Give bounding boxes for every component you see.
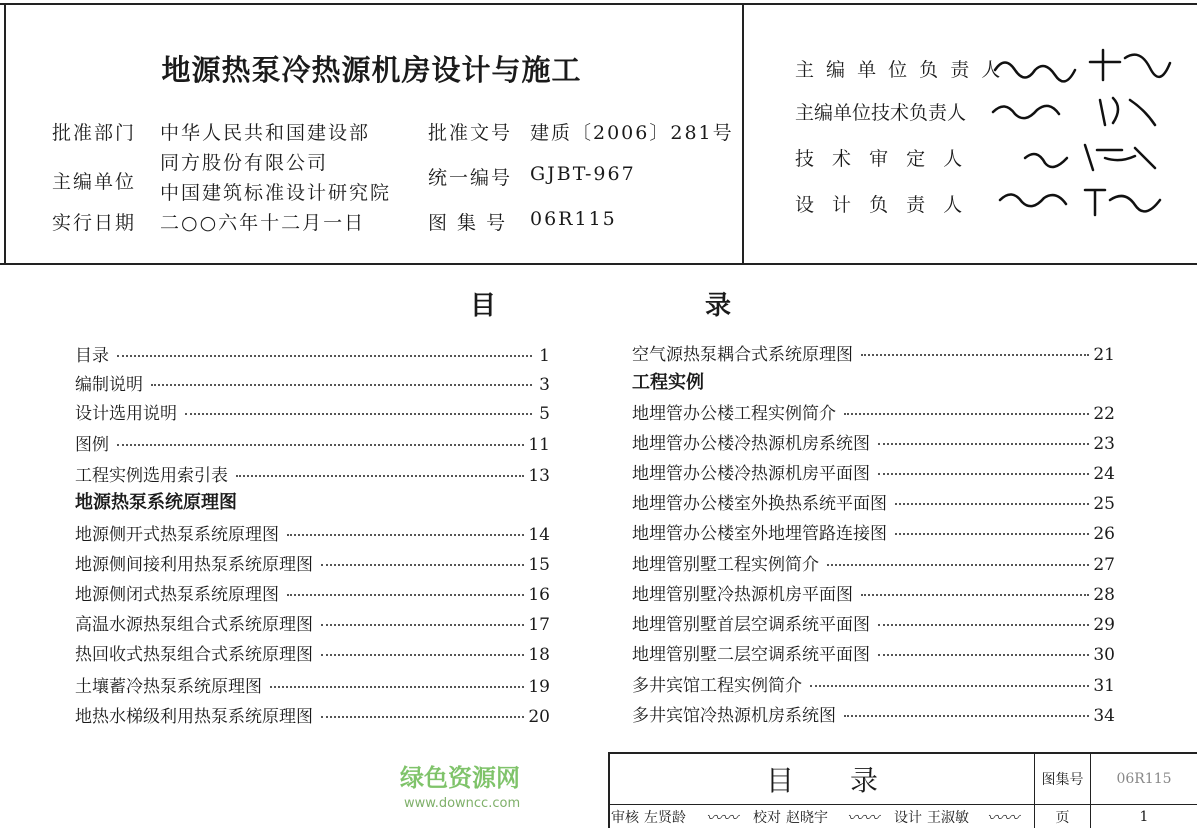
tb-designer: 王淑敏	[927, 809, 969, 826]
toc-entry[interactable]	[632, 429, 1115, 454]
watermark-url: www.downcc.com	[404, 796, 521, 811]
toc-leader-dots	[861, 594, 1089, 596]
toc-entry-title: 空气源热泵耦合式系统原理图	[632, 345, 853, 365]
header-divider	[742, 3, 744, 265]
toc-entry-page: 11	[528, 435, 550, 455]
toc-heading-1: 目	[470, 291, 497, 321]
toc-entry-title: 多井宾馆工程实例简介	[632, 676, 802, 696]
toc-entry-page: 19	[528, 677, 550, 697]
tb-page: 1	[1139, 808, 1149, 825]
approval-no-label: 批准文号	[428, 122, 513, 144]
toc-entry-page: 17	[528, 615, 550, 635]
toc-entry-page: 25	[1093, 494, 1115, 514]
toc-entry-title: 地埋管办公楼室外换热系统平面图	[632, 494, 887, 514]
editor-1: 同方股份有限公司	[160, 152, 329, 174]
left-border	[4, 3, 6, 265]
toc-entry[interactable]	[75, 672, 550, 697]
toc-entry-page: 26	[1093, 524, 1115, 544]
toc-entry-page: 15	[528, 555, 550, 575]
toc-entry[interactable]	[632, 489, 1115, 514]
signature-role: 主 编 单 位 负 责 人	[795, 59, 1004, 81]
toc-entry-page: 22	[1093, 404, 1115, 424]
toc-entry[interactable]	[632, 610, 1115, 635]
toc-leader-dots	[236, 475, 524, 477]
toc-entry[interactable]	[75, 461, 550, 486]
toc-entry-title: 地埋管别墅工程实例简介	[632, 555, 819, 575]
toc-entry[interactable]	[632, 340, 1115, 365]
toc-entry[interactable]	[75, 702, 550, 727]
tb-checker-signature: 〰〰	[846, 808, 879, 827]
toc-entry-title: 地埋管办公楼室外地埋管路连接图	[632, 524, 887, 544]
toc-entry-page: 16	[528, 585, 550, 605]
toc-leader-dots	[270, 686, 524, 688]
toc-leader-dots	[287, 594, 524, 596]
toc-entry-title: 多井宾馆冷热源机房系统图	[632, 706, 836, 726]
toc-entry-page: 3	[539, 375, 550, 395]
toc-entry[interactable]	[75, 520, 550, 545]
toc-entry[interactable]	[75, 399, 550, 424]
toc-entry-page: 30	[1093, 645, 1115, 665]
toc-entry-title: 地埋管办公楼冷热源机房系统图	[632, 434, 870, 454]
tb-atlas-label: 图集号	[1041, 772, 1084, 788]
toc-entry-title: 地埋管办公楼冷热源机房平面图	[632, 464, 870, 484]
unified-no: GJBT-967	[530, 163, 636, 185]
toc-entry-page: 24	[1093, 464, 1115, 484]
document-title: 地源热泵冷热源机房设计与施工	[161, 53, 582, 87]
toc-section-heading: 地源热泵系统原理图	[75, 492, 237, 513]
toc-entry-page: 18	[528, 645, 550, 665]
toc-entry[interactable]	[632, 671, 1115, 696]
toc-entry-title: 高温水源热泵组合式系统原理图	[75, 615, 313, 635]
toc-entry-title: 工程实例选用索引表	[75, 466, 228, 486]
watermark-text: 绿色资源网	[400, 764, 520, 792]
tb-review-label: 审核	[611, 809, 639, 826]
toc-entry[interactable]	[75, 341, 550, 366]
handwritten-signatures	[985, 40, 1185, 225]
toc-entry-page: 5	[539, 404, 550, 424]
toc-leader-dots	[810, 685, 1089, 687]
toc-leader-dots	[844, 413, 1089, 415]
toc-entry[interactable]	[632, 640, 1115, 665]
tb-page-label: 页	[1055, 809, 1070, 826]
toc-leader-dots	[878, 654, 1089, 656]
toc-entry-page: 14	[528, 525, 550, 545]
header-bottom	[0, 263, 1197, 265]
tb-check-label: 校对	[753, 809, 781, 826]
toc-entry-page: 1	[539, 346, 550, 366]
toc-entry-title: 土壤蓄冷热泵系统原理图	[75, 677, 262, 697]
toc-leader-dots	[321, 624, 524, 626]
atlas-no-label: 图 集 号	[428, 212, 508, 234]
signature-role: 技 术 审 定 人	[795, 148, 969, 170]
signature-role: 设 计 负 责 人	[795, 194, 969, 216]
toc-entry-page: 21	[1093, 345, 1115, 365]
toc-entry[interactable]	[75, 640, 550, 665]
tb-checker: 赵晓宇	[786, 809, 828, 826]
toc-entry[interactable]	[632, 459, 1115, 484]
toc-entry-page: 34	[1093, 706, 1115, 726]
toc-entry-title: 地埋管别墅冷热源机房平面图	[632, 585, 853, 605]
atlas-no: 06R115	[530, 208, 617, 230]
toc-leader-dots	[321, 564, 524, 566]
tb-designer-signature: 〰〰	[986, 808, 1019, 827]
toc-entry-page: 28	[1093, 585, 1115, 605]
toc-entry-title: 编制说明	[75, 375, 143, 395]
toc-entry-title: 地埋管办公楼工程实例简介	[632, 404, 836, 424]
toc-leader-dots	[878, 443, 1089, 445]
toc-entry-title: 热回收式热泵组合式系统原理图	[75, 645, 313, 665]
tb-reviewer-signature: 〰〰	[705, 808, 738, 827]
toc-entry-title: 地源侧间接利用热泵系统原理图	[75, 555, 313, 575]
tb-atlas-no: 06R115	[1116, 771, 1172, 787]
toc-entry[interactable]	[632, 550, 1115, 575]
toc-entry-page: 27	[1093, 555, 1115, 575]
toc-leader-dots	[151, 384, 532, 386]
toc-entry-title: 地源侧闭式热泵系统原理图	[75, 585, 279, 605]
toc-entry-title: 设计选用说明	[75, 404, 177, 424]
toc-leader-dots	[321, 654, 524, 656]
toc-leader-dots	[844, 715, 1089, 717]
toc-leader-dots	[827, 564, 1089, 566]
date: 二○○六年十二月一日	[160, 212, 366, 234]
toc-entry[interactable]	[632, 399, 1115, 424]
toc-leader-dots	[287, 534, 524, 536]
toc-leader-dots	[321, 716, 524, 718]
toc-leader-dots	[185, 413, 532, 415]
toc-leader-dots	[895, 503, 1089, 505]
toc-section-heading: 工程实例	[632, 372, 704, 393]
toc-entry-title: 地埋管别墅二层空调系统平面图	[632, 645, 870, 665]
toc-entry[interactable]	[632, 701, 1115, 726]
editor-2: 中国建筑标准设计研究院	[160, 182, 392, 204]
toc-leader-dots	[117, 355, 532, 357]
toc-heading-2: 录	[705, 291, 732, 321]
toc-entry-page: 29	[1093, 615, 1115, 635]
tb-title: 目 录	[765, 764, 878, 797]
toc-leader-dots	[878, 624, 1089, 626]
tb-design-label: 设计	[894, 809, 922, 826]
unified-no-label: 统一编号	[428, 167, 513, 189]
toc-entry-title: 图例	[75, 435, 109, 455]
tb-reviewer: 左贤龄	[644, 809, 686, 826]
top-border	[0, 3, 1197, 5]
editor-label: 主编单位	[52, 171, 137, 193]
toc-leader-dots	[895, 533, 1089, 535]
toc-entry[interactable]	[75, 430, 550, 455]
toc-entry-page: 23	[1093, 434, 1115, 454]
signature-role: 主编单位技术负责人	[795, 102, 967, 124]
toc-leader-dots	[861, 354, 1089, 356]
toc-entry-title: 地源侧开式热泵系统原理图	[75, 525, 279, 545]
toc-entry[interactable]	[75, 580, 550, 605]
toc-entry-title: 地热水梯级利用热泵系统原理图	[75, 707, 313, 727]
toc-entry[interactable]	[75, 550, 550, 575]
approval-dept: 中华人民共和国建设部	[160, 122, 371, 144]
date-label: 实行日期	[52, 212, 137, 234]
toc-entry-page: 31	[1093, 676, 1115, 696]
toc-entry-title: 地埋管别墅首层空调系统平面图	[632, 615, 870, 635]
toc-entry-page: 20	[528, 707, 550, 727]
approval-dept-label: 批准部门	[52, 122, 137, 144]
toc-entry-title: 目录	[75, 346, 109, 366]
toc-leader-dots	[878, 473, 1089, 475]
toc-entry[interactable]	[632, 580, 1115, 605]
toc-entry[interactable]	[632, 519, 1115, 544]
toc-leader-dots	[117, 444, 524, 446]
toc-entry[interactable]	[75, 370, 550, 395]
approval-no: 建质〔2006〕281号	[530, 122, 734, 144]
toc-entry-page: 13	[528, 466, 550, 486]
toc-entry[interactable]	[75, 610, 550, 635]
